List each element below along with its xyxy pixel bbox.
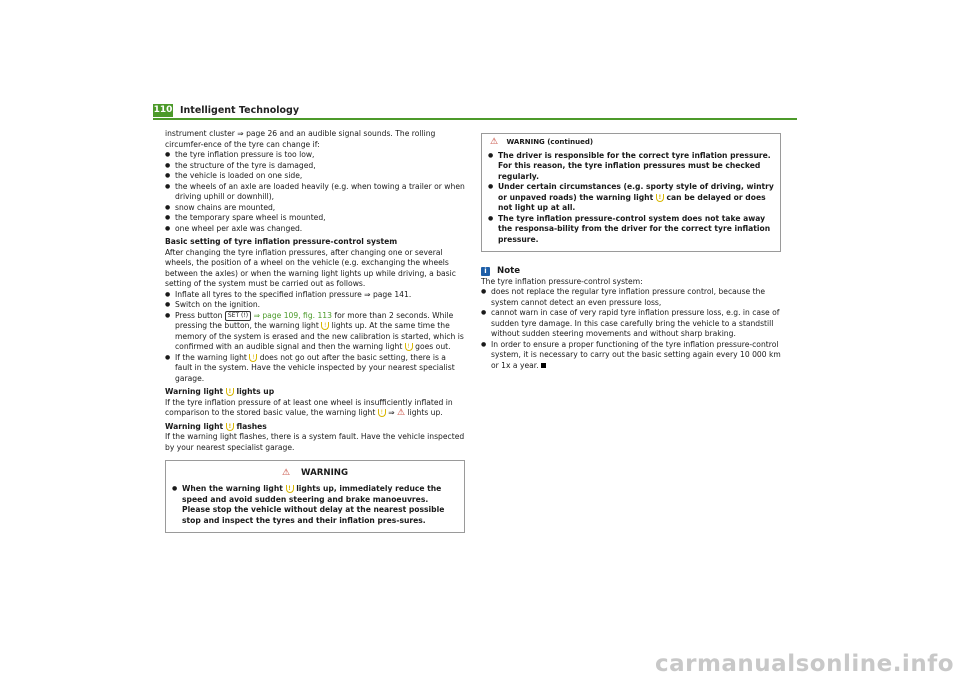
list-item: ● the temporary spare wheel is mounted, (165, 213, 465, 224)
warning-box (165, 460, 465, 533)
step-press-text-a: Press button (175, 310, 223, 320)
warning-continued-body (482, 151, 780, 252)
note-heading (481, 266, 781, 277)
tyre-pressure-lamp-icon: ! (321, 322, 329, 330)
lights-up-text (165, 398, 465, 419)
warning-body (166, 480, 464, 532)
intro-text: instrument cluster ⇒ page 26 and an audible signal sounds. The rolling circumfer-ence of the tyre can change if: (165, 129, 436, 149)
warning-text-a: When the warning light (182, 484, 283, 493)
end-marker (541, 363, 546, 368)
warning-item (488, 182, 774, 214)
tyre-pressure-lamp-icon: ! (656, 194, 664, 202)
flashes-heading (165, 422, 465, 433)
warning-item-text-b: can be delayed or does not light up at all. (498, 192, 766, 212)
warning-item (172, 484, 458, 526)
list-item: ● the structure of the tyre is damaged, (165, 161, 465, 172)
step-fault-text-b: does not go out after the basic setting, there is a fault in the system. Have the vehicle inspected by your nearest specialist garage. (175, 352, 455, 383)
set-button-icon: SET (!) (225, 311, 251, 321)
lights-up-heading-b: lights up (236, 387, 275, 396)
page-number: 110 (153, 105, 173, 115)
note-item (481, 340, 781, 372)
warning-item: ● The driver is responsible for the correct tyre inflation pressure. For this reason, the tyre inflation pressures must be checked regularly. (488, 151, 774, 183)
list-item: ● one wheel per axle was changed. (165, 224, 465, 235)
tyre-pressure-lamp-icon: ! (286, 485, 294, 493)
note-item-text: In order to ensure a proper functioning of the tyre inflation pressure-control system, it is necessary to carry out the basic setting again every 10 000 km or 1x a year. (491, 339, 781, 370)
list-item: ● the wheels of an axle are loaded heavily (e.g. when towing a trailer or when driving uphill or downhill), (165, 182, 465, 203)
warning-triangle-icon: ⚠ (490, 137, 499, 147)
list-item: ● snow chains are mounted, (165, 203, 465, 214)
note-item: ● does not replace the regular tyre inflation pressure control, because the system cannot detect an even pressure loss, (481, 287, 781, 308)
warning-item-text-a: Under certain circumstances (e.g. sporty style of driving, wintry or unpaved roads) the warning light (498, 182, 774, 202)
note-title: Note (497, 266, 521, 276)
set-button-label: SET (227, 311, 240, 319)
lights-up-text-c: lights up. (407, 408, 443, 417)
list-item: ● the tyre inflation pressure is too low, (165, 150, 465, 161)
warning-triangle-icon: ⚠ (281, 468, 291, 478)
tyre-pressure-lamp-icon: ! (226, 423, 234, 431)
lights-up-arrow: ⇒ (388, 408, 395, 417)
warning-continued-title: WARNING (continued) (506, 138, 594, 146)
flashes-text: If the warning light flashes, there is a system fault. Have the vehicle inspected by your nearest specialist garage. (165, 432, 465, 452)
step-press-text-d: goes out. (415, 342, 451, 351)
warning-triangle-icon: ⚠ (396, 408, 406, 418)
list-item: ● the vehicle is loaded on one side, (165, 171, 465, 182)
left-column (165, 129, 465, 533)
step-fault-text-a: If the warning light (175, 352, 247, 362)
step-press-text-c: lights up. At the same time the memory of the system is erased and the new calibration is started, which is confirmed with an audible signal and then the warning light (175, 321, 464, 351)
step-inflate-text: Inflate all tyres to the specified inflation pressure ⇒ page 141. (175, 289, 412, 299)
lights-up-text-a: If the tyre inflation pressure of at least one wheel is insufficiently inflated in comparison to the stored basic value, the warning light (165, 397, 453, 417)
lights-up-heading (165, 387, 465, 398)
basic-setting-text: After changing the tyre inflation pressures, after changing one or several wheels, the position of a wheel on the vehicle (e.g. exchanging the wheels between the axles) or when the warning light lights up while driving, a basic setting of the system must be carried out as follows. (165, 247, 456, 288)
warning-continued-header (482, 134, 780, 151)
step-fault (165, 353, 465, 385)
watermark: carmanualsonline.info (654, 650, 954, 677)
warning-text-b: lights up, immediately reduce the speed and avoid sudden steering and brake manoeuvres. Please stop the vehicle without delay at the nearest possible stop and inspect the tyres and their inflation pres-sures. (182, 484, 445, 525)
step-ignition: ● Switch on the ignition. (165, 300, 465, 311)
warning-item: ● The tyre inflation pressure-control system does not take away the responsa-bility from the driver for the correct tyre inflation pressure. (488, 214, 774, 246)
warning-title: WARNING (301, 468, 349, 478)
basic-setting-heading: Basic setting of tyre inflation pressure-control system (165, 237, 398, 246)
tyre-pressure-lamp-icon: ! (405, 343, 413, 351)
warning-continued-box (481, 133, 781, 252)
flashes-heading-a: Warning light (165, 421, 224, 431)
note-item: ● cannot warn in case of very rapid tyre inflation pressure loss, e.g. in case of sudden tyre damage. In this case carefully bring the vehicle to a standstill without sudden steering movements and without sharp braking. (481, 308, 781, 340)
note-intro: The tyre inflation pressure-control system: (481, 276, 643, 286)
figure-link[interactable]: ⇒ page 109, fig. 113 (253, 310, 332, 320)
tyre-pressure-lamp-icon: ! (249, 354, 257, 362)
step-press-text-b: for more than 2 seconds. While pressing the button, the warning light (175, 310, 454, 330)
info-icon: i (481, 267, 490, 276)
page-title: Intelligent Technology (180, 105, 300, 116)
warning-header (166, 461, 464, 480)
right-column (481, 133, 781, 371)
tyre-pressure-lamp-icon: ! (378, 409, 386, 417)
step-press-button (165, 311, 465, 353)
lights-up-heading-a: Warning light (165, 387, 224, 396)
flashes-heading-b: flashes (236, 421, 267, 431)
step-inflate (165, 290, 465, 301)
header-rule (153, 118, 797, 120)
tyre-pressure-lamp-icon: ! (226, 388, 234, 396)
